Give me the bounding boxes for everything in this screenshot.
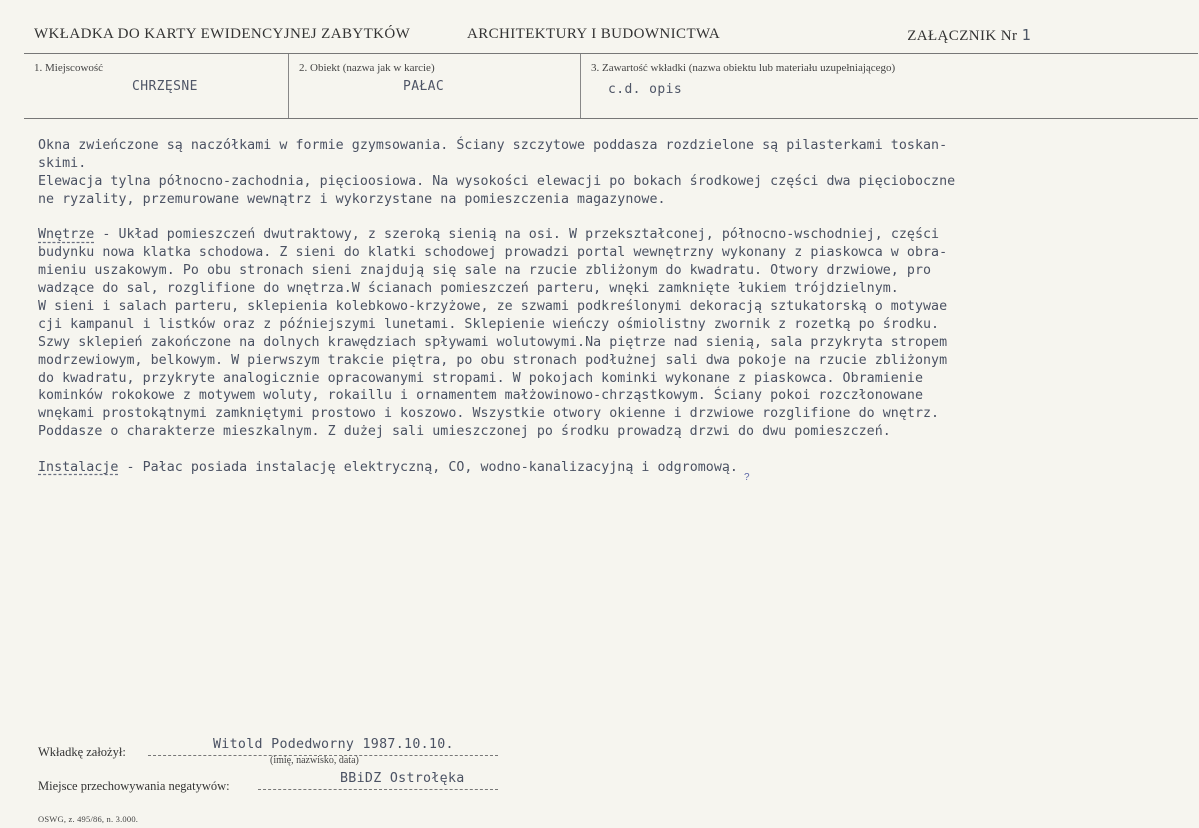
header-title-left: WKŁADKA DO KARTY EWIDENCYJNEJ ZABYTKÓW: [34, 26, 411, 42]
field-locality-value: CHRZĘSNE: [132, 79, 198, 94]
text-line: [38, 441, 1188, 459]
author-hint: (imię, nazwisko, data): [270, 755, 359, 766]
field-boxes: [24, 53, 1198, 119]
form-code: OSWG, z. 495/86, n. 3.000.: [38, 814, 139, 824]
field-object-label: 2. Obiekt (nazwa jak w karcie): [299, 62, 435, 74]
text-line: budynku nowa klatka schodowa. Z sieni do klatki schodowej prowadzi portal wewnętrzny wykonany z piaskowca w obra-: [38, 245, 948, 261]
text-line-rest: - Pałac posiada instalację elektryczną, CO, wodno-kanalizacyjną i odgromową.: [126, 460, 738, 476]
text-line: Elewacja tylna północno-zachodnia, pięcioosiowa. Na wysokości elewacji po bokach środkowej części dwa pięcioboczne: [38, 173, 956, 189]
field-contents: [580, 54, 1199, 118]
text-line: Szwy sklepień zakończone na dolnych krawędziach spływami wolutowymi.Na piętrze nad sienią, sala przykryta stropem: [38, 334, 948, 350]
heading-instalacje: Instalacje: [38, 460, 119, 476]
author-value: Witold Podedworny 1987.10.10.: [213, 737, 454, 752]
text-line: wadzące do sal, rozglifione do wnętrza.W ścianach pomieszczeń parteru, wnęki zamknięte łukiem trójdzielnym.: [38, 281, 899, 297]
text-line: cji kampanul i listków oraz z późniejszymi lunetami. Sklepienie wieńczy ośmiolistny zwornik z rozetką po środku.: [38, 316, 940, 332]
field-locality-label: 1. Miejscowość: [34, 62, 104, 74]
field-object-value: PAŁAC: [403, 79, 445, 94]
card-header: [34, 26, 1167, 46]
text-line: W sieni i salach parteru, sklepienia kolebkowo-krzyżowe, ze szwami podkreślonymi dekoracją sztukatorską o motywae: [38, 299, 948, 315]
field-locality: [24, 54, 288, 118]
field-contents-value: c.d. opis: [608, 82, 683, 97]
text-line: Poddasze o charakterze mieszkalnym. Z dużej sali umieszczonej po środku prowadzą drzwi do dwu pomieszczeń.: [38, 424, 891, 440]
text-line: mieniu uszakowym. Po obu stronach sieni znajdują się sale na rzucie zbliżonym do kwadratu. Otwory drzwiowe, pro: [38, 263, 932, 279]
field-object: [288, 54, 581, 118]
storage-value: BBiDZ Ostrołęka: [340, 771, 465, 786]
description-text: [38, 137, 1188, 477]
attachment-number-value: 1: [1021, 26, 1031, 44]
interior-paragraph-first-line: [38, 226, 1188, 244]
field-contents-label: 3. Zawartość wkładki (nazwa obiektu lub materiału uzupełniającego): [591, 62, 896, 74]
text-line: modrzewiowym, belkowym. W pierwszym trakcie piętra, po obu stronach podłużnej sali dwa pokoje na rzucie zbliżonym: [38, 352, 948, 368]
header-title-middle: ARCHITEKTURY I BUDOWNICTWA: [467, 26, 721, 42]
text-line: Okna zwieńczone są naczółkami w formie gzymsowania. Ściany szczytowe poddasza rozdzielone są pilasterkami toskan-: [38, 138, 948, 153]
heading-wnetrze: Wnętrze: [38, 227, 95, 243]
text-line: ne ryzality, przemurowane wewnątrz i wykorzystane na pomieszczenia magazynowe.: [38, 191, 666, 207]
text-line: do kwadratu, przykryte analogicznie opracowanymi stropami. W pokojach kominki wykonane z piaskowca. Obramienie: [38, 370, 923, 386]
storage-label: Miejsce przechowywania negatywów:: [38, 779, 230, 793]
text-line-rest: - Układ pomieszczeń dwutraktowy, z szeroką sienią na osi. W przekształconej, północno-wschodniej, części: [102, 227, 940, 243]
storage-dotted-line: [258, 789, 498, 790]
text-line: [38, 209, 1188, 227]
attachment-label: ZAŁĄCZNIK Nr: [907, 28, 1018, 44]
author-label: Wkładkę założył:: [38, 745, 126, 759]
stray-pen-mark: ?: [744, 472, 750, 483]
text-line: skimi.: [38, 155, 87, 171]
attachment-number: [907, 26, 1031, 45]
text-line: kominków rokokowe z motywem woluty, rokaillu i ornamentem małżowinowo-chrząstkowym. Ściany pokoi rozczłonowane: [38, 388, 923, 404]
installations-paragraph: [38, 459, 1188, 477]
text-line: wnękami prostokątnymi zamkniętymi prostowo i koszowo. Wszystkie otwory okienne i drzwiowe rozglifione do wnętrz.: [38, 406, 940, 422]
